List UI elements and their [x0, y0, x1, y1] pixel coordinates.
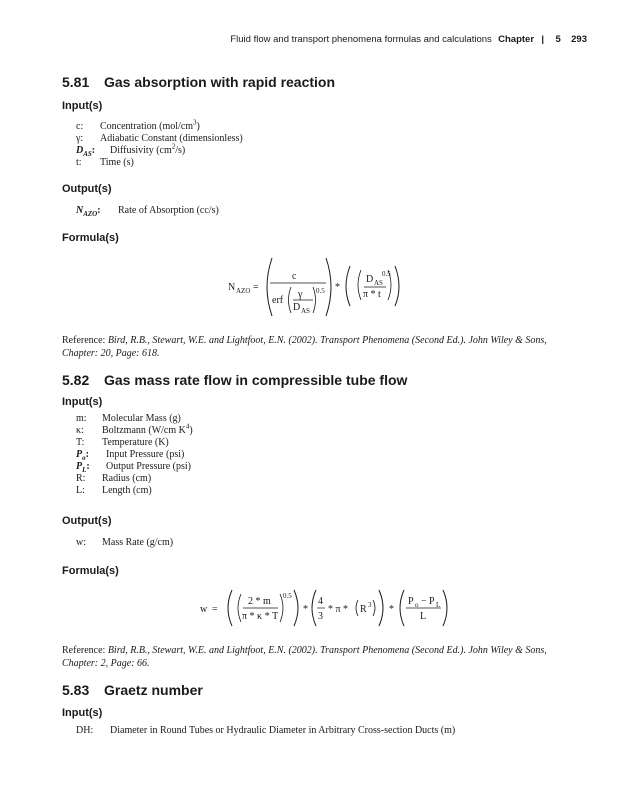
svg-text:π * t: π * t	[363, 289, 381, 300]
svg-text:*: *	[335, 282, 340, 293]
outputs-heading: Output(s)	[62, 183, 112, 195]
running-title: Fluid flow and transport phenomena formulas and calculations	[230, 34, 492, 45]
input-item: γ: Adiabatic Constant (dimensionless)	[76, 133, 243, 144]
inputs-heading: Input(s)	[62, 100, 103, 112]
svg-text:D: D	[366, 274, 374, 285]
input-item: L: Length (cm)	[76, 485, 152, 496]
input-item: $P_o$: Input Pressure (psi)	[76, 449, 185, 462]
svg-text:*: *	[389, 604, 394, 615]
input-item: T: Temperature (K)	[76, 437, 169, 448]
running-header	[230, 34, 587, 45]
svg-text:3: 3	[318, 611, 323, 622]
svg-text:*: *	[303, 604, 308, 615]
svg-text:0.5: 0.5	[382, 270, 391, 278]
outputs-heading: Output(s)	[62, 515, 112, 527]
svg-text:L: L	[436, 601, 441, 609]
big-paren-left	[267, 258, 272, 316]
formula-heading: Formula(s)	[62, 232, 119, 244]
inputs-heading: Input(s)	[62, 396, 103, 408]
input-item: κ: Boltzmann (W/cm $K^4$)	[76, 422, 193, 436]
big-paren-right	[326, 258, 331, 316]
svg-text:=: =	[253, 282, 259, 293]
svg-text:P: P	[429, 596, 435, 607]
input-item: m: Molecular Mass (g)	[76, 413, 181, 424]
svg-text:P: P	[408, 596, 414, 607]
input-item: DH: Diameter in Round Tubes or Hydraulic Diameter in Arbitrary Cross-section Ducts (m)	[76, 725, 456, 736]
page-number: 293	[571, 34, 587, 45]
svg-text:=: =	[212, 604, 218, 615]
svg-text:0.5: 0.5	[316, 287, 325, 295]
svg-text:−: −	[421, 596, 427, 607]
svg-text:AZO: AZO	[236, 287, 251, 295]
svg-text:L: L	[420, 611, 427, 622]
svg-text:* π *: * π *	[328, 604, 349, 615]
svg-text:3: 3	[368, 601, 372, 609]
chapter-number: 5	[555, 34, 561, 45]
svg-text:D: D	[293, 302, 301, 313]
section-title-5-81: 5.81 Gas absorption with rapid reaction	[62, 74, 336, 90]
reference-5-82: Reference: Bird, R.B., Stewart, W.E. and Lightfoot, E.N. (2002). Transport Phenomena (Second Ed.). John Wiley & Sons, Chapter: 2, Page: 66.	[62, 645, 547, 669]
svg-text:R: R	[360, 604, 367, 615]
input-item: t: Time (s)	[76, 157, 134, 168]
chapter-label: Chapter	[498, 34, 535, 45]
section-title-5-82: 5.82 Gas mass rate flow in compressible tube flow	[62, 372, 408, 388]
svg-text:AS: AS	[301, 307, 310, 315]
input-item: $P_L$: Output Pressure (psi)	[76, 461, 191, 474]
svg-text:erf: erf	[272, 295, 284, 306]
svg-text:4: 4	[318, 596, 323, 607]
input-item: $D_{AS}$: Diffusivity $(cm^2/s)$	[76, 142, 186, 158]
formula-heading: Formula(s)	[62, 565, 119, 577]
reference-5-81: Reference: Bird, R.B., Stewart, W.E. and Lightfoot, E.N. (2002). Transport Phenomena (Second Ed.). John Wiley & Sons, Chapter: 20, Page: 618.	[62, 335, 547, 359]
formula-lhs: w	[200, 604, 208, 615]
formula-lhs: N	[228, 282, 236, 293]
header-separator: |	[541, 34, 545, 45]
svg-text:π * κ * T: π * κ * T	[242, 611, 279, 622]
svg-text:2 * m: 2 * m	[248, 596, 271, 607]
svg-text:AS: AS	[374, 279, 383, 287]
input-item: R: Radius (cm)	[76, 473, 152, 484]
numerator-c: c	[292, 271, 297, 282]
input-item: c: Concentration $(mol/cm^3)$	[76, 118, 200, 132]
svg-text:γ: γ	[298, 289, 303, 300]
output-item: w: Mass Rate (g/cm)	[76, 537, 174, 548]
inputs-heading: Input(s)	[62, 707, 103, 719]
section-title-5-83: 5.83 Graetz number	[62, 682, 203, 698]
svg-text:0.5: 0.5	[283, 592, 292, 600]
output-item: $N_{AZO}$: Rate of Absorption (cc/s)	[76, 205, 219, 218]
svg-text:o: o	[415, 601, 419, 609]
